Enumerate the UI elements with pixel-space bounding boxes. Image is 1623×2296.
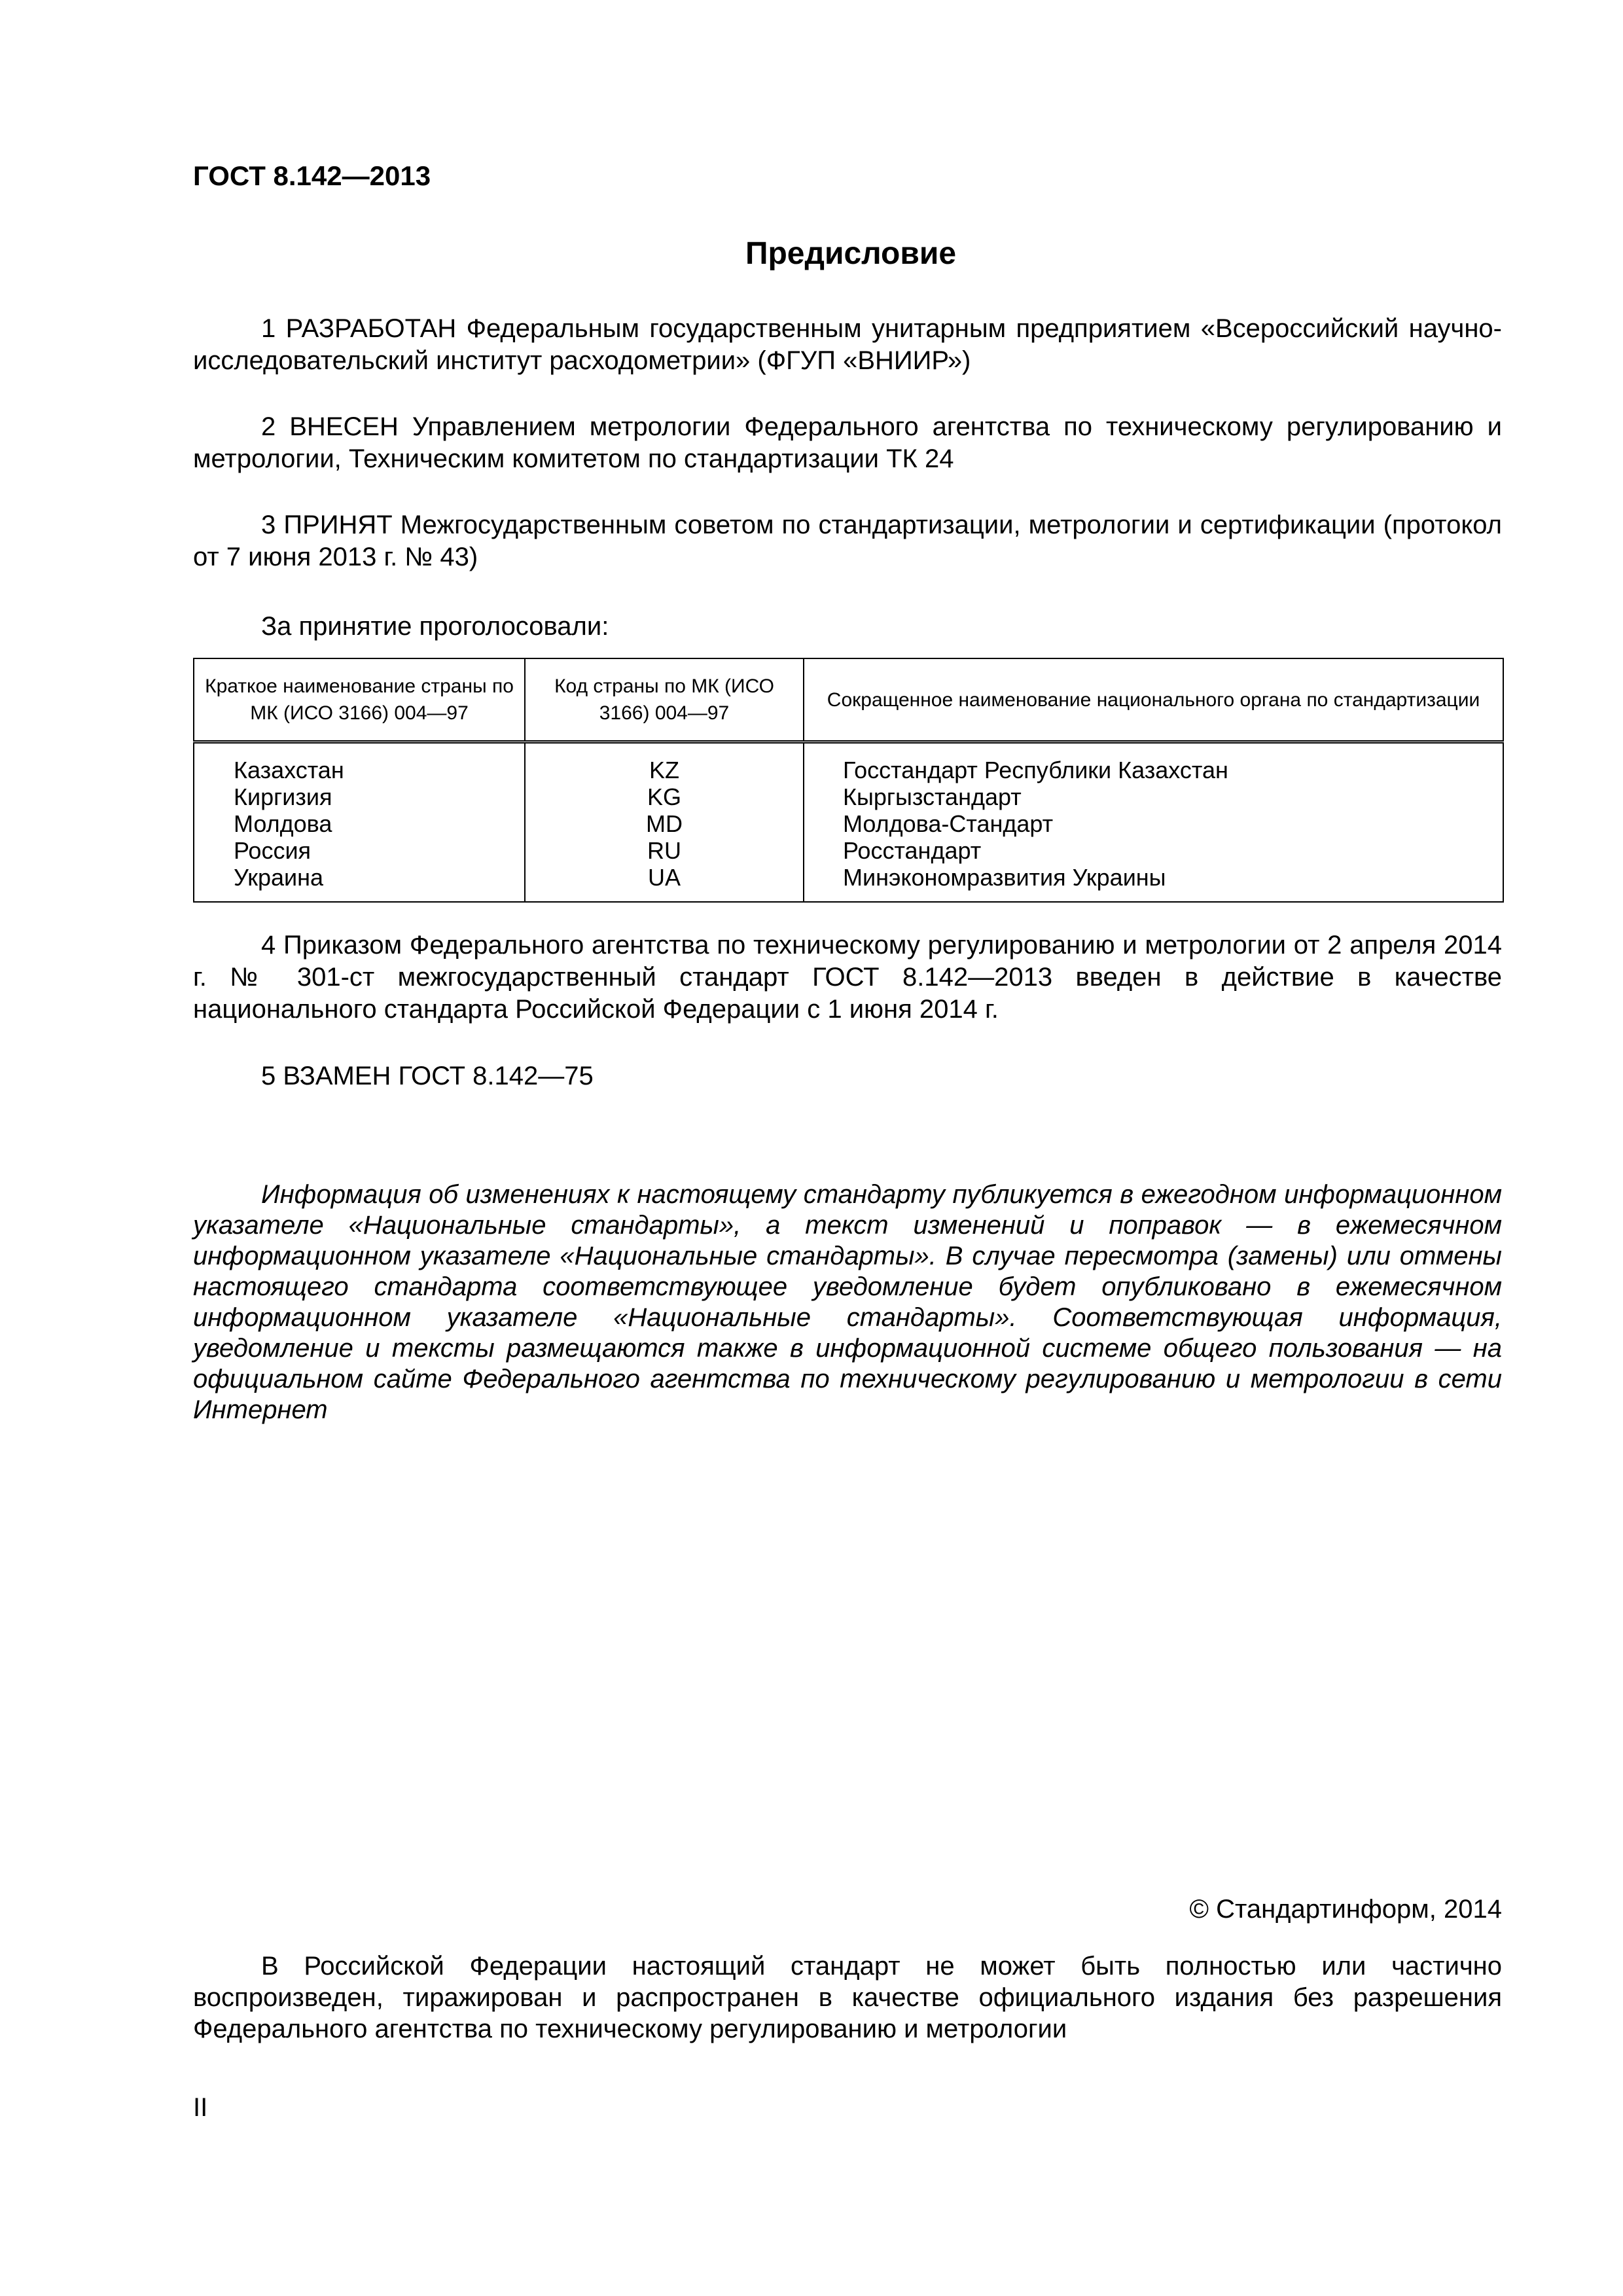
table-row bbox=[194, 864, 1503, 902]
preface-title: Предисловие bbox=[745, 236, 957, 271]
table-row bbox=[194, 742, 1503, 784]
country-name: Украина bbox=[194, 864, 525, 902]
reproduction-notice: В Российской Федерации настоящий стандарт не может быть полностью или частично воспроизведен, тиражирован и распространен в качестве официального издания без разрешения Федерального агентства по техническому регулированию и метрологии bbox=[193, 1952, 1502, 2043]
country-code: KZ bbox=[525, 742, 804, 784]
preface-item-4: 4 Приказом Федерального агентства по техническому регулированию и метрологии от 2 апреля 2014 г. № 301-ст межгосударственный стандарт ГОСТ 8.142—2013 введен в действие в качестве национального стандарта Российской Федерации с 1 июня 2014 г. bbox=[193, 931, 1502, 1024]
country-code: UA bbox=[525, 864, 804, 902]
votes-table bbox=[193, 658, 1504, 903]
copyright: © Стандартинформ, 2014 bbox=[1189, 1895, 1502, 1924]
standards-body: Кыргызстандарт bbox=[804, 783, 1503, 810]
vote-label: За принятие проголосовали: bbox=[261, 612, 609, 641]
standards-body: Молдова-Стандарт bbox=[804, 810, 1503, 837]
country-code: KG bbox=[525, 783, 804, 810]
preface-item-1: 1 РАЗРАБОТАН Федеральным государственным унитарным предприятием «Всероссийский научно-исследовательский институт расходометрии» (ФГУП «ВНИИР») bbox=[193, 314, 1502, 375]
country-name: Молдова bbox=[194, 810, 525, 837]
country-name: Киргизия bbox=[194, 783, 525, 810]
preface-item-3: 3 ПРИНЯТ Межгосударственным советом по стандартизации, метрологии и сертификации (протокол от 7 июня 2013 г. № 43) bbox=[193, 511, 1502, 571]
header-standards-body: Сокращенное наименование национального органа по стандартизации bbox=[804, 658, 1503, 742]
info-notice: Информация об изменениях к настоящему стандарту публикуется в ежегодном информационном указателе «Национальные стандарты», а текст изменений и поправок — в ежемесячном информационном указателе «Национальные стандарты». В случае пересмотра (замены) или отмены настоящего стандарта соответствующее уведомление будет опубликовано в ежемесячном информационном указателе «Национальные стандарты». Соответствующая информация, уведомление и тексты размещаются также в информационной системе общего пользования — на официальном сайте Федерального агентства по техническому регулированию и метрологии в сети Интернет bbox=[193, 1180, 1502, 1424]
standards-body: Госстандарт Республики Казахстан bbox=[804, 742, 1503, 784]
table-row bbox=[194, 837, 1503, 864]
table-row bbox=[194, 783, 1503, 810]
country-name: Россия bbox=[194, 837, 525, 864]
table-row bbox=[194, 810, 1503, 837]
standards-body: Росстандарт bbox=[804, 837, 1503, 864]
preface-item-5: 5 ВЗАМЕН ГОСТ 8.142—75 bbox=[261, 1062, 594, 1090]
votes-table-header-row bbox=[194, 658, 1503, 742]
page-number: II bbox=[193, 2093, 208, 2122]
header-country-code: Код страны по МК (ИСО 3166) 004—97 bbox=[525, 658, 804, 742]
country-code: MD bbox=[525, 810, 804, 837]
preface-item-2: 2 ВНЕСЕН Управлением метрологии Федерального агентства по техническому регулированию и метрологии, Техническим комитетом по стандартизации ТК 24 bbox=[193, 412, 1502, 473]
standard-number: ГОСТ 8.142—2013 bbox=[193, 160, 431, 191]
country-code: RU bbox=[525, 837, 804, 864]
header-country-name: Краткое наименование страны по МК (ИСО 3166) 004—97 bbox=[194, 658, 525, 742]
country-name: Казахстан bbox=[194, 742, 525, 784]
standards-body: Минэкономразвития Украины bbox=[804, 864, 1503, 902]
